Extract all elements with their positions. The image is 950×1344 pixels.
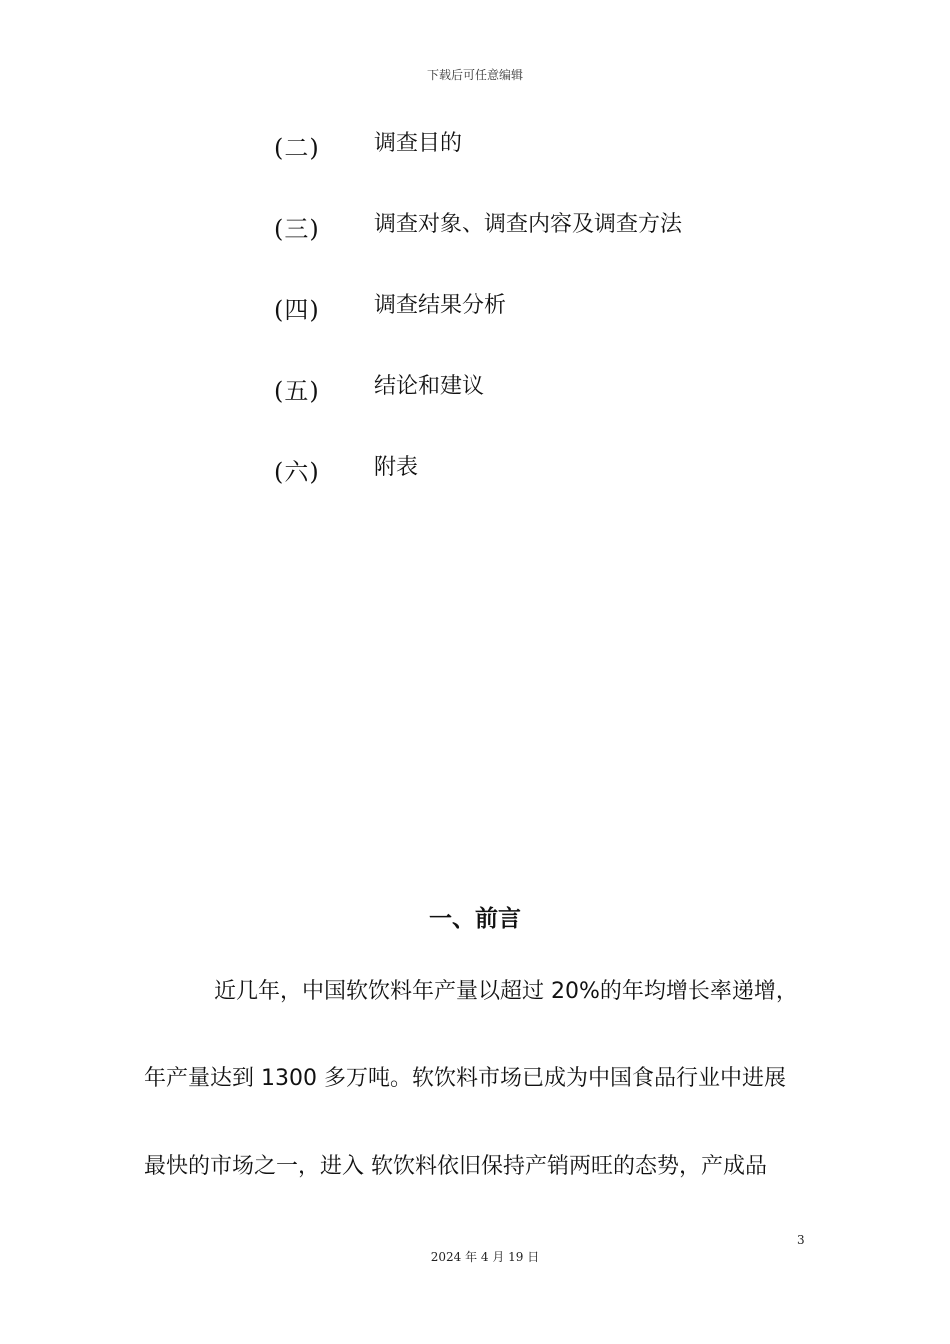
toc-item — [274, 284, 794, 365]
toc-item-label: 调查对象、调查内容及调查方法 — [374, 212, 683, 237]
header-note: 下载后可任意编辑 — [426, 68, 523, 82]
toc-item-number: (六) — [274, 458, 320, 486]
toc-item-number: (五) — [274, 377, 320, 405]
paragraph-line: 最快的市场之一，进入 软饮料依旧保持产销两旺的态势，产成品 — [144, 1154, 767, 1179]
toc-item — [274, 203, 794, 284]
table-of-contents — [274, 122, 794, 527]
toc-item-label: 调查结果分析 — [374, 293, 507, 318]
footer-date: 2024 年 4 月 19 日 — [430, 1250, 540, 1264]
toc-item-number: (三) — [274, 215, 320, 243]
paragraph-line: 近几年，中国软饮料年产量以超过 20%的年均增长率递增， — [214, 979, 798, 1004]
toc-item-label: 调查目的 — [374, 131, 463, 156]
toc-item-label: 附表 — [374, 455, 419, 480]
toc-item-label: 结论和建议 — [374, 374, 485, 399]
toc-item-number: (二) — [274, 134, 320, 162]
toc-item-number: (四) — [274, 296, 320, 324]
section-title: 一、前言 — [429, 906, 521, 932]
toc-item — [274, 122, 794, 203]
paragraph-line: 年产量达到 1300 多万吨。软饮料市场已成为中国食品行业中进展 — [144, 1066, 786, 1091]
page-number: 3 — [797, 1233, 805, 1247]
toc-item — [274, 446, 794, 527]
toc-item — [274, 365, 794, 446]
